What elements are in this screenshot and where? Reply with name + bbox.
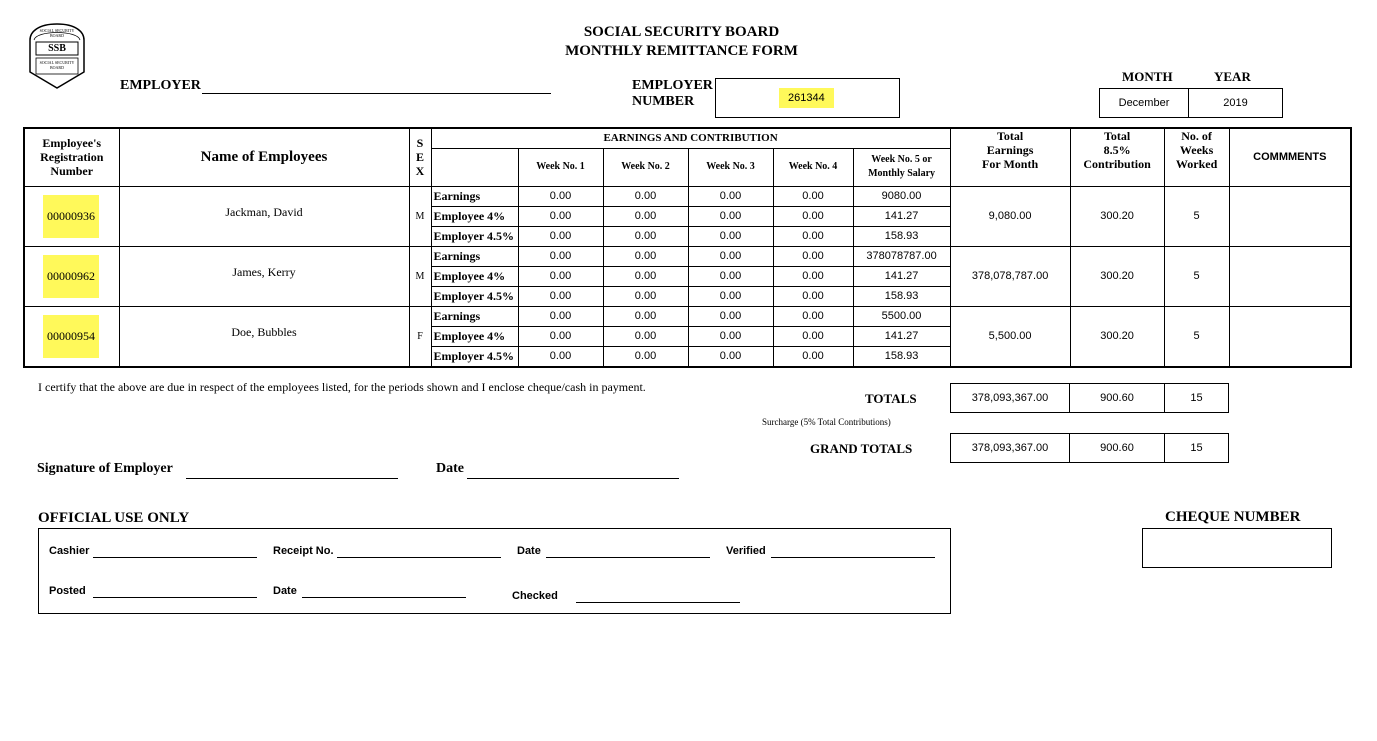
week2-header: Week No. 2 [603,148,688,186]
week1-value[interactable]: 0.00 [518,326,603,346]
week3-value[interactable]: 0.00 [688,346,773,367]
comments-cell[interactable] [1229,186,1351,246]
total-contribution-value[interactable]: 300.20 [1070,186,1164,246]
col-weeks-worked-header [1164,128,1229,186]
employer-label: EMPLOYER [120,78,201,93]
row-type-label: Employer 4.5% [431,286,518,306]
certify-statement: I certify that the above are due in respect of the employees listed, for the periods shown and I enclose cheque/cash in payment. [38,380,646,394]
registration-number-cell [24,186,119,246]
row-type-label: Earnings [431,246,518,266]
col-total-earnings-2: Earnings [986,143,1034,157]
employee-sex[interactable]: M [409,246,431,306]
week3-value[interactable]: 0.00 [688,206,773,226]
year-value[interactable]: 2019 [1223,97,1248,109]
weeks-worked-value[interactable]: 5 [1164,246,1229,306]
col-weeks-worked-1: No. of [1181,129,1212,143]
week1-header: Week No. 1 [518,148,603,186]
total-contribution-value[interactable]: 300.20 [1070,306,1164,367]
surcharge-label: Surcharge (5% Total Contributions) [762,417,891,427]
week1-value[interactable]: 0.00 [518,286,603,306]
signature-line[interactable] [186,478,398,479]
week4-value[interactable]: 0.00 [773,346,853,367]
year-label: YEAR [1214,69,1251,84]
week5-header-2: Monthly Salary [868,168,936,179]
week4-value[interactable]: 0.00 [773,326,853,346]
col-total-contribution-3: Contribution [1083,157,1151,171]
week3-value[interactable]: 0.00 [688,266,773,286]
col-total-earnings-3: For Month [982,157,1039,171]
month-value[interactable]: December [1118,97,1170,109]
official-use-title: OFFICIAL USE ONLY [38,510,190,526]
date-label: Date [436,461,464,476]
receipt-line[interactable] [337,557,501,558]
week5-value[interactable]: 141.27 [853,266,950,286]
week5-value[interactable]: 158.93 [853,286,950,306]
col-reg-header-3: Number [50,164,94,179]
week3-value[interactable]: 0.00 [688,306,773,326]
week2-value[interactable]: 0.00 [603,286,688,306]
week1-value[interactable]: 0.00 [518,206,603,226]
registration-number[interactable]: 00000936 [43,195,99,238]
week5-header [853,148,950,186]
col-reg-header-2: Registration [40,150,104,165]
week5-value[interactable]: 141.27 [853,326,950,346]
employee-name[interactable]: Jackman, David [119,186,409,246]
signature-label: Signature of Employer [37,461,173,476]
employee-row [24,246,1351,266]
week3-header: Week No. 3 [688,148,773,186]
col-total-contribution-2: 8.5% [1103,143,1131,157]
earnings-contribution-header: EARNINGS AND CONTRIBUTION [431,128,950,148]
registration-number[interactable]: 00000954 [43,315,99,358]
cashier-line[interactable] [93,557,257,558]
official-date2-label: Date [273,585,297,597]
week5-value[interactable]: 5500.00 [853,306,950,326]
registration-number[interactable]: 00000962 [43,255,99,298]
week5-value[interactable]: 141.27 [853,206,950,226]
row-type-label: Employer 4.5% [431,346,518,367]
col-weeks-worked-3: Worked [1175,157,1218,171]
comments-cell[interactable] [1229,306,1351,367]
col-sex-header [409,128,431,186]
week4-value[interactable]: 0.00 [773,246,853,266]
official-use-box [38,528,951,614]
checked-line[interactable] [576,602,740,603]
receipt-label: Receipt No. [273,545,334,557]
verified-line[interactable] [771,557,935,558]
logo-abbr: SSB [48,43,66,54]
week4-value[interactable]: 0.00 [773,226,853,246]
week1-value[interactable]: 0.00 [518,226,603,246]
week5-value[interactable]: 158.93 [853,346,950,367]
grand-totals-contribution: 900.60 [1100,442,1134,454]
week2-value[interactable]: 0.00 [603,346,688,367]
week3-value[interactable]: 0.00 [688,286,773,306]
employer-number-value: 261344 [779,88,834,108]
employee-name[interactable]: James, Kerry [119,246,409,306]
week1-value[interactable]: 0.00 [518,346,603,367]
week4-value[interactable]: 0.00 [773,306,853,326]
week2-value[interactable]: 0.00 [603,266,688,286]
col-sex-x: X [415,164,425,179]
col-total-earnings-header [950,128,1070,186]
cheque-number-field[interactable] [1142,528,1332,568]
col-reg-header-1: Employee's [42,136,102,151]
col-total-earnings-1: Total [996,129,1024,143]
date-line[interactable] [467,478,679,479]
week5-value[interactable]: 158.93 [853,226,950,246]
cheque-number-label: CHEQUE NUMBER [1165,509,1301,525]
employee-name[interactable]: Doe, Bubbles [119,306,409,367]
week2-value[interactable]: 0.00 [603,246,688,266]
col-name-header: Name of Employees [119,128,409,186]
week3-value[interactable]: 0.00 [688,186,773,206]
label-col-header [431,148,518,186]
week5-header-1: Week No. 5 or [871,154,932,165]
week2-value[interactable]: 0.00 [603,326,688,346]
posted-line[interactable] [93,597,257,598]
employer-number-field[interactable] [715,78,900,118]
grand-totals-weeks: 15 [1190,442,1203,454]
employee-row [24,306,1351,326]
grand-totals-earnings: 378,093,367.00 [971,442,1049,454]
week3-value[interactable]: 0.00 [688,246,773,266]
week4-header: Week No. 4 [773,148,853,186]
week3-value[interactable]: 0.00 [688,226,773,246]
col-total-contribution-1: Total [1103,129,1131,143]
registration-number-cell [24,306,119,367]
month-label: MONTH [1122,69,1173,84]
col-weeks-worked-2: Weeks [1179,143,1214,157]
total-earnings-value[interactable]: 378,078,787.00 [950,246,1070,306]
registration-number-cell [24,246,119,306]
row-type-label: Earnings [431,306,518,326]
logo-top-text: SOCIAL SECURITY BOARD [39,28,75,38]
logo-bottom-text: SOCIAL SECURITY BOARD [39,60,75,70]
week5-value[interactable]: 9080.00 [853,186,950,206]
week2-value[interactable]: 0.00 [603,226,688,246]
row-type-label: Employee 4% [431,326,518,346]
weeks-worked-value[interactable]: 5 [1164,186,1229,246]
employer-number-label-1: EMPLOYER [632,78,713,93]
form-title-2: MONTHLY REMITTANCE FORM [565,43,798,59]
employee-row [24,186,1351,206]
ssb-logo [26,22,88,90]
comments-cell[interactable] [1229,246,1351,306]
col-total-contribution-header [1070,128,1164,186]
totals-earnings: 378,093,367.00 [971,392,1049,404]
row-type-label: Employee 4% [431,206,518,226]
total-earnings-value[interactable]: 9,080.00 [950,186,1070,246]
week2-value[interactable]: 0.00 [603,306,688,326]
week5-value[interactable]: 378078787.00 [853,246,950,266]
week1-value[interactable]: 0.00 [518,186,603,206]
weeks-worked-value[interactable]: 5 [1164,306,1229,367]
week2-value[interactable]: 0.00 [603,186,688,206]
week2-value[interactable]: 0.00 [603,206,688,226]
official-date2-line[interactable] [302,597,466,598]
week4-value[interactable]: 0.00 [773,266,853,286]
totals-contribution: 900.60 [1100,392,1134,404]
week1-value[interactable]: 0.00 [518,266,603,286]
week4-value[interactable]: 0.00 [773,186,853,206]
employer-line[interactable] [202,93,551,94]
col-sex-s: S [416,136,424,151]
posted-label: Posted [49,585,86,597]
official-date-label: Date [517,545,541,557]
week1-value[interactable]: 0.00 [518,246,603,266]
verified-label: Verified [726,545,766,557]
totals-weeks: 15 [1190,392,1203,404]
employee-sex[interactable]: F [409,306,431,367]
row-type-label: Earnings [431,186,518,206]
week1-value[interactable]: 0.00 [518,306,603,326]
employer-number-label-2: NUMBER [632,94,695,109]
total-earnings-value[interactable]: 5,500.00 [950,306,1070,367]
week4-value[interactable]: 0.00 [773,286,853,306]
cashier-label: Cashier [49,545,90,557]
week4-value[interactable]: 0.00 [773,206,853,226]
col-comments-header: COMMMENTS [1229,128,1351,186]
remittance-table [23,127,1352,368]
row-type-label: Employer 4.5% [431,226,518,246]
employee-sex[interactable]: M [409,186,431,246]
row-type-label: Employee 4% [431,266,518,286]
col-sex-e: E [415,150,424,165]
total-contribution-value[interactable]: 300.20 [1070,246,1164,306]
col-reg-header [24,128,119,186]
form-title-1: SOCIAL SECURITY BOARD [583,24,780,40]
totals-label: TOTALS [865,391,917,406]
week3-value[interactable]: 0.00 [688,326,773,346]
checked-label: Checked [512,590,558,602]
official-date-line[interactable] [546,557,710,558]
grand-totals-label: GRAND TOTALS [810,441,913,456]
